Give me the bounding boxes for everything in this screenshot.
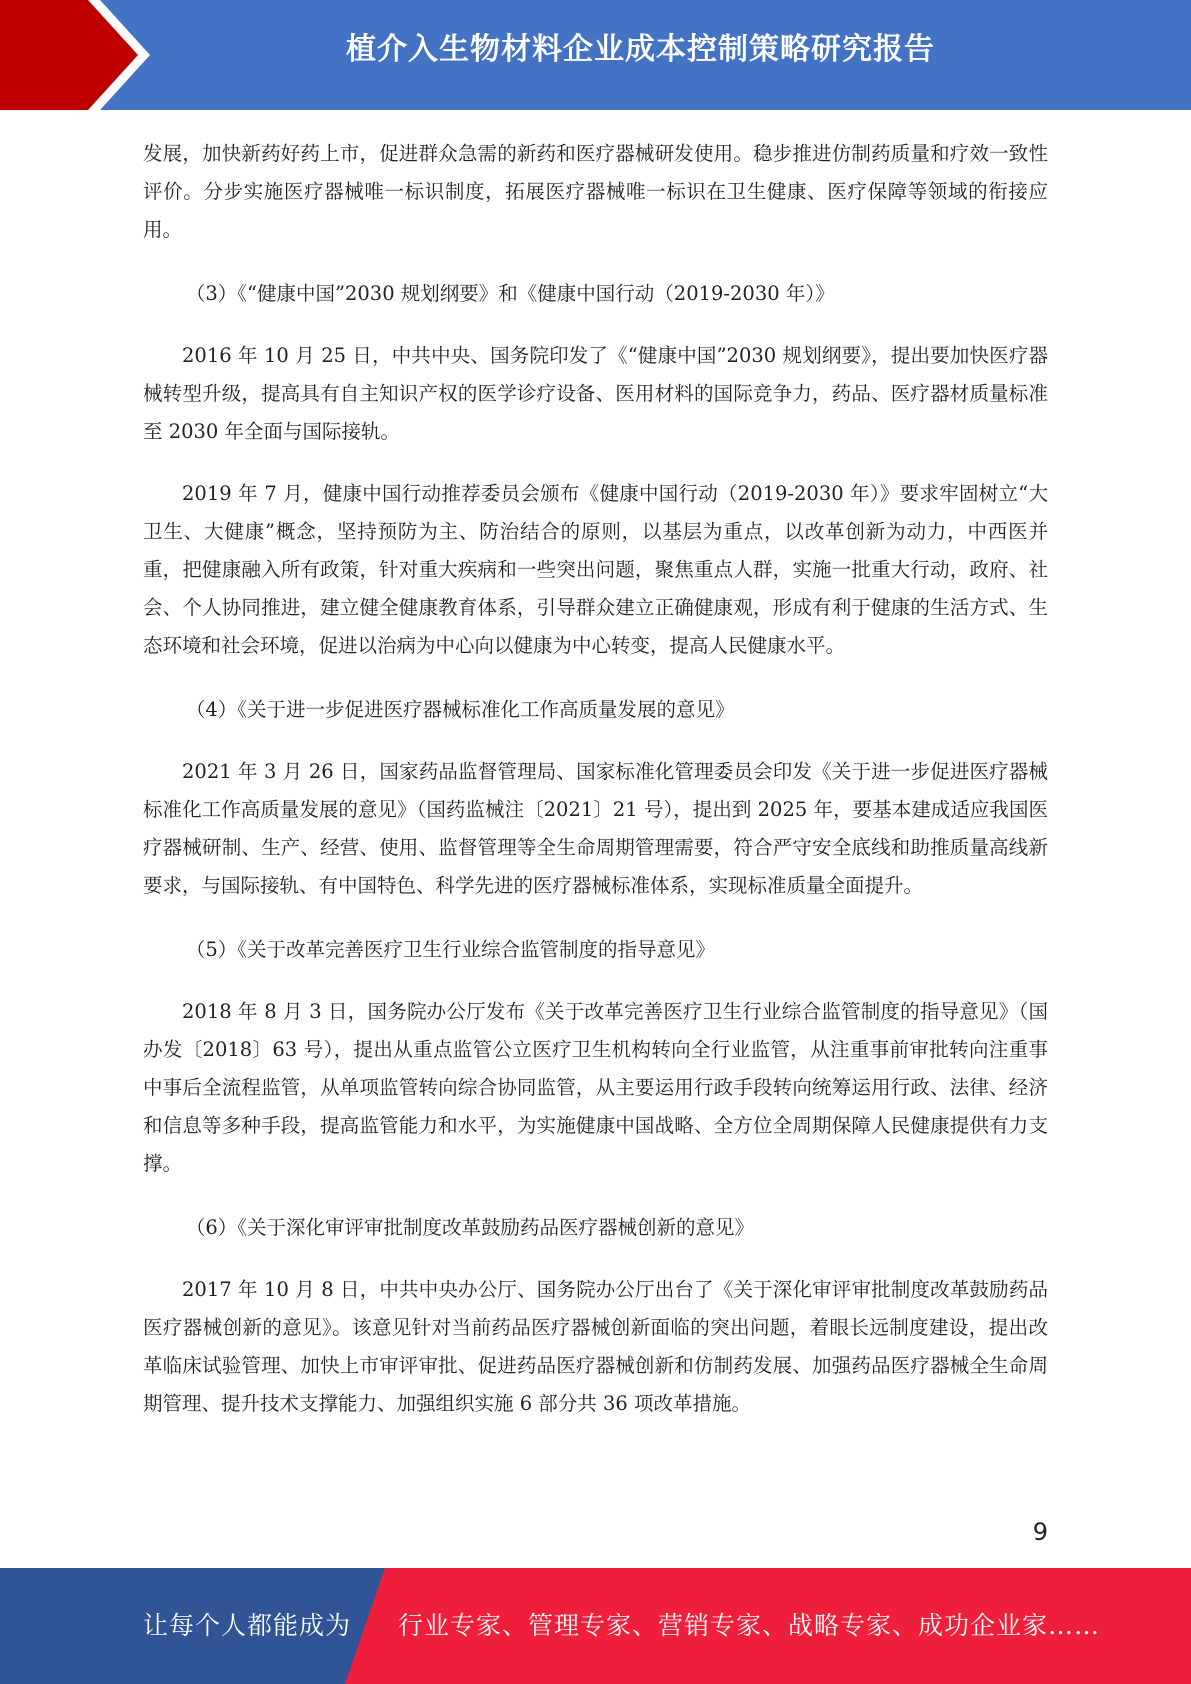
- section-6-paragraph-1: 2017 年 10 月 8 日，中共中央办公厅、国务院办公厅出台了《关于深化审评审批制度改革鼓励药品医疗器械创新的意见》。该意见针对当前药品医疗器械创新面临的突出问题，着眼长远制度建设，提出改革临床试验管理、加快上市审评审批、促进药品医疗器械创新和仿制药发展、加强药品医疗器械全生命周期管理、提升技术支撑能力、加强组织实施 6 部分共 36 项改革措施。: [143, 1278, 1048, 1415]
- document-title: 植介入生物材料企业成本控制策略研究报告: [346, 32, 935, 67]
- header-chevron-icon: [0, 0, 160, 110]
- header-banner: [0, 0, 1191, 110]
- section-heading-3: （3）《“健康中国”2030 规划纲要》和《健康中国行动（2019-2030 年）》: [185, 282, 835, 305]
- footer-slogan-left: 让每个人都能成为: [143, 1611, 352, 1640]
- intro-paragraph: 发展，加快新药好药上市，促进群众急需的新药和医疗器械研发使用。稳步推进仿制药质量和疗效一致性评价。分步实施医疗器械唯一标识制度，拓展医疗器械唯一标识在卫生健康、医疗保障等领域的衔接应用。: [143, 142, 1048, 241]
- footer-slogan-right: 行业专家、管理专家、营销专家、战略专家、成功企业家……: [398, 1611, 1101, 1640]
- section-3-paragraph-1: 2016 年 10 月 25 日，中共中央、国务院印发了《“健康中国”2030 规划纲要》，提出要加快医疗器械转型升级，提高具有自主知识产权的医学诊疗设备、医用材料的国际竞争力，药品、医疗器材质量标准至 2030 年全面与国际接轨。: [143, 344, 1048, 443]
- page-number: 9: [1032, 1518, 1048, 1546]
- section-heading-5: （5）《关于改革完善医疗卫生行业综合监管制度的指导意见》: [185, 938, 716, 961]
- section-3-paragraph-2: 2019 年 7 月，健康中国行动推荐委员会颁布《健康中国行动（2019-2030 年）》要求牢固树立“大卫生、大健康”概念，坚持预防为主、防治结合的原则，以基层为重点，以改革创新为动力，中西医并重，把健康融入所有政策，针对重大疾病和一些突出问题，聚焦重点人群，实施一批重大行动，政府、社会、个人协同推进，建立健全健康教育体系，引导群众建立正确健康观，形成有利于健康的生活方式、生态环境和社会环境，促进以治病为中心向以健康为中心转变，提高人民健康水平。: [143, 482, 1048, 657]
- section-4-paragraph-1: 2021 年 3 月 26 日，国家药品监督管理局、国家标准化管理委员会印发《关于进一步促进医疗器械标准化工作高质量发展的意见》（国药监械注〔2021〕21 号），提出到 2025 年，要基本建成适应我国医疗器械研制、生产、经营、使用、监督管理等全生命周期管理需要，符合严守安全底线和助推质量高线新要求，与国际接轨、有中国特色、科学先进的医疗器械标准体系，实现标准质量全面提升。: [143, 760, 1048, 897]
- section-heading-4: （4）《关于进一步促进医疗器械标准化工作高质量发展的意见》: [185, 698, 735, 721]
- footer-banner: [0, 1568, 1191, 1684]
- section-heading-6: （6）《关于深化审评审批制度改革鼓励药品医疗器械创新的意见》: [185, 1216, 755, 1239]
- document-body: [143, 135, 1048, 1423]
- section-5-paragraph-1: 2018 年 8 月 3 日，国务院办公厅发布《关于改革完善医疗卫生行业综合监管制度的指导意见》（国办发〔2018〕63 号），提出从重点监管公立医疗卫生机构转向全行业监管，从注重事前审批转向注重事中事后全流程监管，从单项监管转向综合协同监管，从主要运用行政手段转向统筹运用行政、法律、经济和信息等多种手段，提高监管能力和水平，为实施健康中国战略、全方位全周期保障人民健康提供有力支撑。: [143, 1000, 1048, 1175]
